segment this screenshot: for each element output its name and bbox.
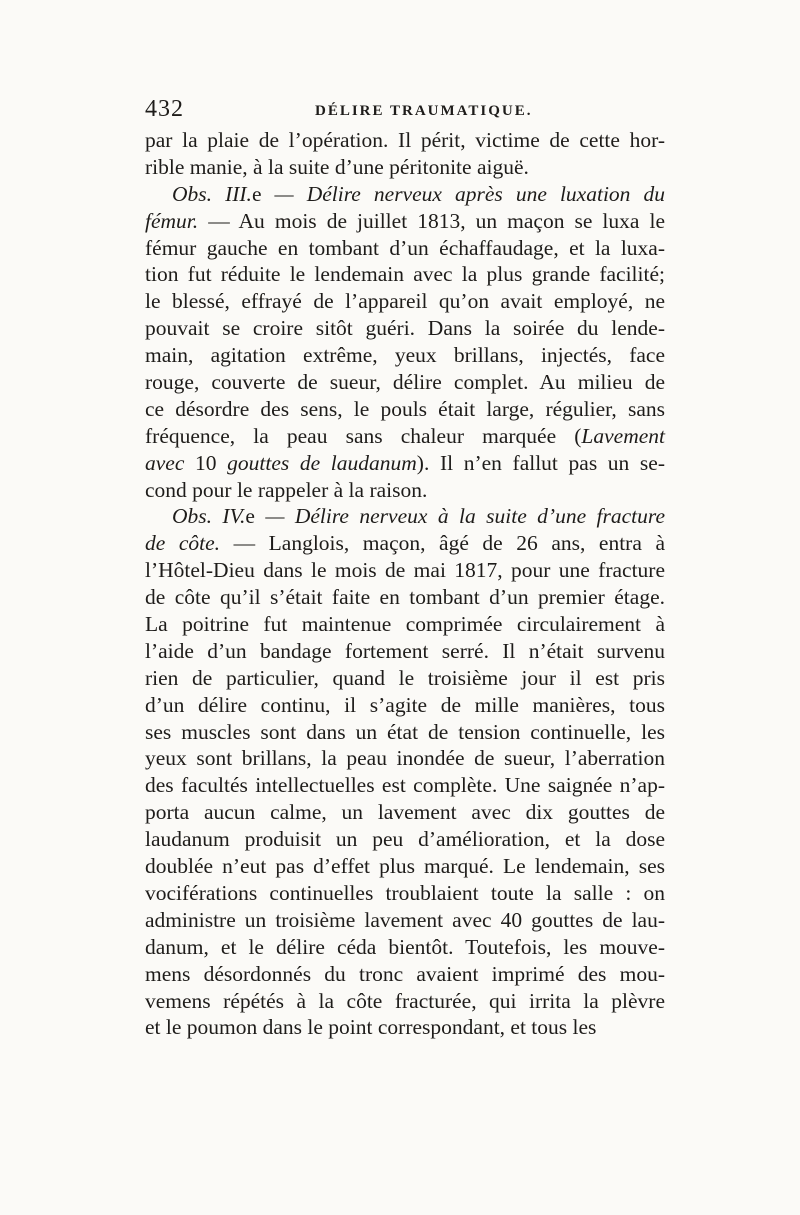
- text-run: danum, et le délire céda bientôt. Toutefois, les mouve-: [145, 934, 665, 959]
- body-text: [145, 127, 665, 1041]
- text-run: par la plaie de l’opération. Il périt, victime de cette hor-: [145, 128, 665, 152]
- text-run: ). Il n’en fallut pas un se-: [416, 450, 665, 475]
- text-line: [145, 907, 665, 934]
- italic-text: Lavement: [581, 423, 665, 448]
- text-line: [145, 853, 665, 880]
- text-run: administre un troisième lavement avec 40 gouttes de lau-: [145, 907, 665, 932]
- text-line: [145, 719, 665, 746]
- text-run: doublée n’eut pas d’effet plus marqué. Le lendemain, ses: [145, 854, 665, 879]
- text-line: [145, 261, 665, 288]
- italic-text: gouttes de laudanum: [227, 450, 417, 475]
- text-run: tion fut réduite le lendemain avec la plus grande facilité;: [145, 262, 665, 287]
- text-line: [145, 181, 665, 208]
- text-run: vociférations continuelles troublaient toute la salle : on: [145, 880, 665, 905]
- text-line: [145, 826, 665, 853]
- running-title: DÉLIRE TRAUMATIQUE.: [315, 103, 533, 119]
- text-line: [145, 503, 665, 530]
- text-line: [145, 584, 665, 611]
- text-line: [145, 154, 665, 181]
- text-run: vemens répétés à la côte fracturée, qui irrita la plèvre: [145, 988, 665, 1013]
- text-line: [145, 745, 665, 772]
- text-line: [145, 934, 665, 961]
- text-run: yeux sont brillans, la peau inondée de sueur, l’aberration: [145, 746, 665, 771]
- text-run: main, agitation extrême, yeux brillans, injectés, face: [145, 343, 665, 368]
- text-run: ses muscles sont dans un état de tension continuelle, les: [145, 719, 665, 744]
- text-run: fémur gauche en tombant d’un échaffaudage, et la luxa-: [145, 235, 665, 260]
- text-run: porta aucun calme, un lavement avec dix gouttes de: [145, 800, 665, 825]
- text-line: [145, 450, 665, 477]
- text-run: fréquence, la peau sans chaleur marquée (: [145, 423, 582, 448]
- text-line: [145, 880, 665, 907]
- text-line: [145, 692, 665, 719]
- italic-text: fémur.: [145, 208, 199, 233]
- italic-text: Obs. III.: [172, 181, 252, 206]
- text-line: [145, 772, 665, 799]
- italic-text: de côte.: [145, 531, 221, 556]
- text-run: le blessé, effrayé de l’appareil qu’on avait employé, ne: [145, 289, 665, 314]
- text-run: de côte qu’il s’était faite en tombant d’un premier étage.: [145, 585, 665, 610]
- italic-text: — Délire nerveux après une luxation du: [274, 181, 665, 206]
- text-line: [145, 423, 665, 450]
- text-run: rible manie, à la suite d’une péritonite aiguë.: [145, 154, 529, 179]
- text-run: mens désordonnés du tronc avaient imprimé des mou-: [145, 961, 665, 986]
- text-line: [145, 638, 665, 665]
- text-run: rouge, couverte de sueur, délire complet. Au milieu de: [145, 370, 665, 395]
- text-line: [145, 288, 665, 315]
- running-head: [145, 96, 661, 126]
- text-line: [145, 477, 665, 504]
- text-line: [145, 235, 665, 262]
- text-line: [145, 342, 665, 369]
- text-line: [145, 611, 665, 638]
- text-run: et le poumon dans le point correspondant, et tous les: [145, 1015, 597, 1040]
- text-run: l’aide d’un bandage fortement serré. Il n’était survenu: [145, 638, 665, 663]
- text-run: cond pour le rappeler à la raison.: [145, 477, 428, 502]
- text-line: [145, 530, 665, 557]
- text-run: ce désordre des sens, le pouls était large, régulier, sans: [145, 396, 665, 421]
- italic-text: avec: [145, 450, 185, 475]
- text-run: des facultés intellectuelles est complète. Une saignée n’ap-: [145, 773, 665, 798]
- text-run: l’Hôtel-Dieu dans le mois de mai 1817, pour une fracture: [145, 558, 665, 583]
- text-line: [145, 315, 665, 342]
- text-line: [145, 396, 665, 423]
- text-run: rien de particulier, quand le troisième jour il est pris: [145, 665, 665, 690]
- text-run: e: [245, 504, 266, 529]
- text-run: La poitrine fut maintenue comprimée circulairement à: [145, 612, 665, 637]
- text-run: d’un délire continu, il s’agite de mille manières, tous: [145, 692, 665, 717]
- text-line: [145, 665, 665, 692]
- text-line: [145, 557, 665, 584]
- page-number: 432: [145, 96, 184, 122]
- text-line: [145, 369, 665, 396]
- text-run: — Langlois, maçon, âgé de 26 ans, entra à: [220, 531, 665, 556]
- italic-text: Obs. IV.: [172, 504, 246, 529]
- text-run: laudanum produisit un peu d’amélioration, et la dose: [145, 827, 665, 852]
- text-run: — Au mois de juillet 1813, un maçon se luxa le: [198, 208, 665, 233]
- text-line: [145, 988, 665, 1015]
- text-run: e: [251, 181, 275, 206]
- text-run: 10: [184, 450, 228, 475]
- text-line: [145, 127, 665, 154]
- text-run: pouvait se croire sitôt guéri. Dans la soirée du lende-: [145, 316, 665, 341]
- text-line: [145, 961, 665, 988]
- text-line: [145, 799, 665, 826]
- italic-text: — Délire nerveux à la suite d’une fracture: [265, 504, 666, 529]
- text-line: [145, 1014, 665, 1041]
- text-line: [145, 208, 665, 235]
